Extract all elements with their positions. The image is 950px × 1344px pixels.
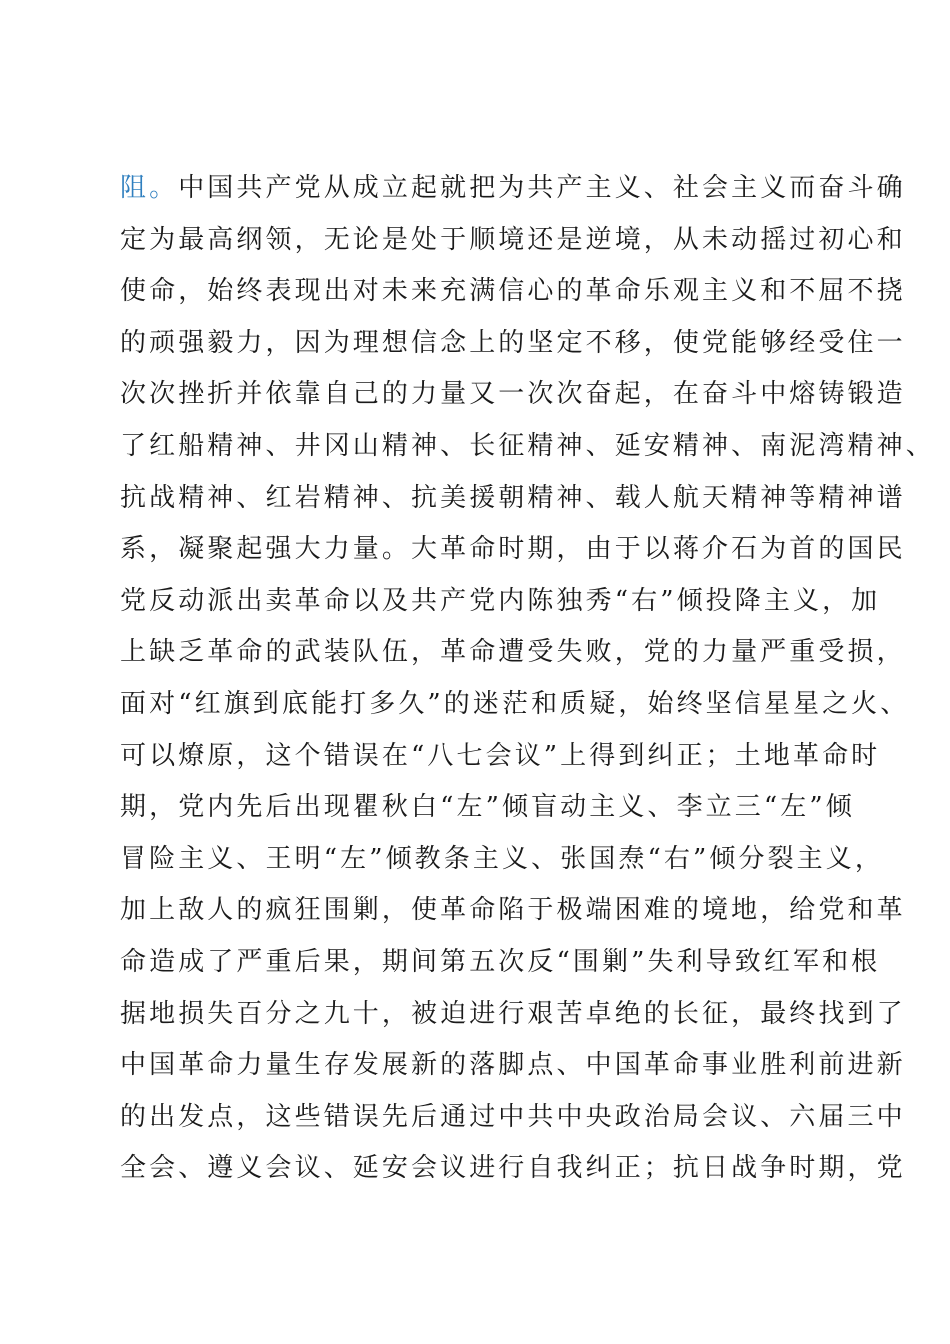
text-line: 中国革命力量生存发展新的落脚点、中国革命事业胜利前进新 — [120, 1050, 906, 1081]
text-line: 的顽强毅力，因为理想信念上的坚定不移，使党能够经受住一 — [120, 327, 906, 358]
text-line: 全会、遵义会议、延安会议进行自我纠正；抗日战争时期，党 — [120, 1153, 906, 1184]
continuation-lead: 阻。 — [120, 173, 179, 203]
text-line: 使命，始终表现出对未来充满信心的革命乐观主义和不屈不挠 — [120, 276, 906, 307]
text-line: 了红船精神、井冈山精神、长征精神、延安精神、南泥湾精神、 — [120, 430, 935, 461]
text-line-1 — [120, 163, 906, 215]
text-line: 可以燎原，这个错误在“八七会议”上得到纠正；土地革命时 — [120, 740, 881, 771]
text-line: 加上敌人的疯狂围剿，使革命陷于极端困难的境地，给党和革 — [120, 895, 906, 926]
text-line: 次次挫折并依靠自己的力量又一次次奋起，在奋斗中熔铸锻造 — [120, 379, 906, 410]
text-line: 党反动派出卖革命以及共产党内陈独秀“右”倾投降主义，加 — [120, 585, 881, 616]
text-line: 的出发点，这些错误先后通过中共中央政治局会议、六届三中 — [120, 1101, 906, 1132]
text-line: 据地损失百分之九十，被迫进行艰苦卓绝的长征，最终找到了 — [120, 998, 906, 1029]
body-text — [120, 163, 935, 1195]
text-line-1-rest: 中国共产党从成立起就把为共产主义、社会主义而奋斗确 — [178, 173, 906, 203]
text-line: 冒险主义、王明“左”倾教条主义、张国焘“右”倾分裂主义， — [120, 843, 884, 874]
text-line: 系，凝聚起强大力量。大革命时期，由于以蒋介石为首的国民 — [120, 534, 906, 565]
text-line: 命造成了严重后果，期间第五次反“围剿”失利导致红军和根 — [120, 946, 881, 977]
text-line: 面对“红旗到底能打多久”的迷茫和质疑，始终坚信星星之火、 — [120, 688, 910, 719]
text-line: 定为最高纲领，无论是处于顺境还是逆境，从未动摇过初心和 — [120, 224, 906, 255]
text-line: 抗战精神、红岩精神、抗美援朝精神、载人航天精神等精神谱 — [120, 482, 906, 513]
text-line: 期，党内先后出现瞿秋白“左”倾盲动主义、李立三“左”倾 — [120, 792, 855, 823]
text-line: 上缺乏革命的武装队伍，革命遭受失败，党的力量严重受损， — [120, 637, 906, 668]
